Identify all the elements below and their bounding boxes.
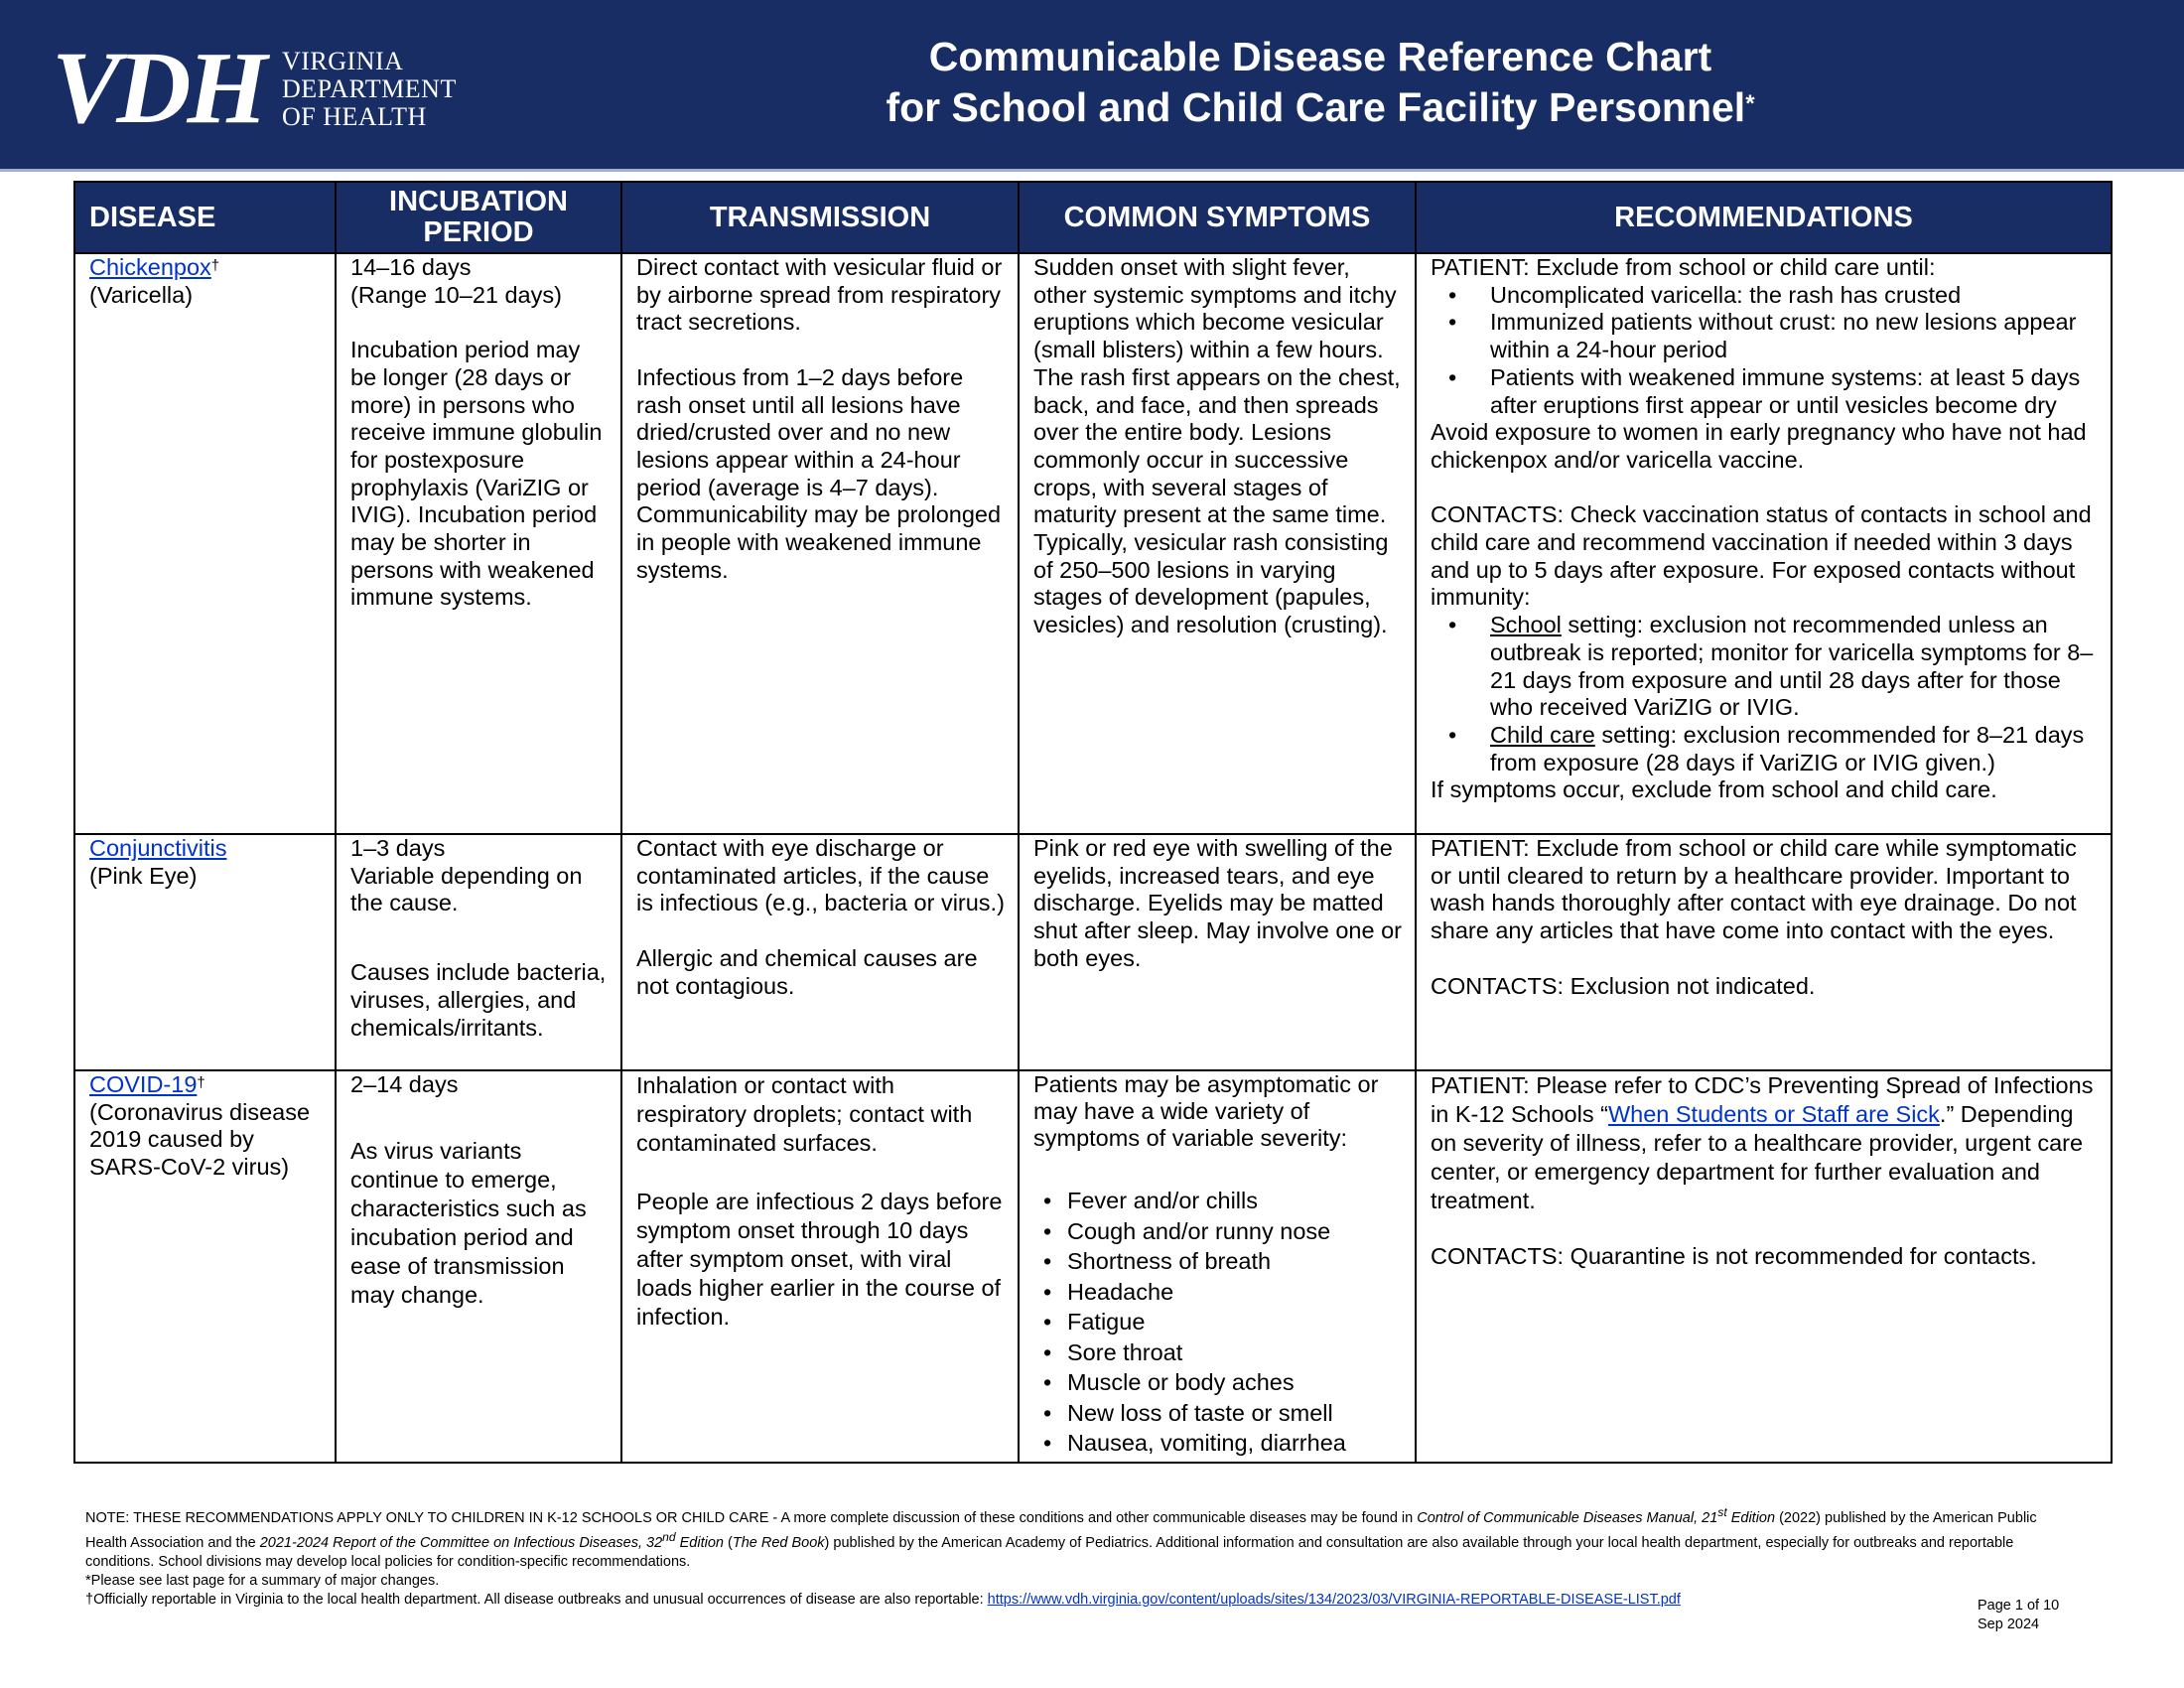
disease-cell	[74, 1070, 336, 1463]
logo-mark: VDH	[52, 31, 264, 145]
transmission-text: Contact with eye discharge or contaminated articles, if the cause is infectious (e.g., bacteria or virus.)	[636, 835, 1005, 916]
disease-cell	[74, 253, 336, 834]
revision-date: Sep 2024	[1978, 1617, 2040, 1632]
note-text: ) published by the American Academy of Pediatrics. Additional information and consultation are also available through your local health department, especially for outbreaks and reportable conditions. School divisions may develop local policies for condition-specific recommendations.	[85, 1534, 2014, 1570]
contacts-recommendation: CONTACTS: Exclusion not indicated.	[1431, 972, 1816, 999]
list-item: • Immunized patients without crust: no new lesions appear within a 24-hour period	[1431, 309, 2099, 363]
list-item: • Fever and/or chills	[1033, 1186, 1403, 1216]
book-title	[1417, 1505, 1776, 1526]
contacts-recommendation: CONTACTS: Quarantine is not recommended for contacts.	[1431, 1243, 2037, 1269]
incubation-value: 1–3 days	[350, 835, 446, 861]
incubation-note: As virus variants continue to emerge, characteristics such as incubation period and ease of transmission may change.	[350, 1137, 587, 1308]
star-note: *Please see last page for a summary of major changes.	[85, 1572, 440, 1589]
cdc-sick-guidance-link[interactable]: When Students or Staff are Sick	[1607, 1101, 1940, 1127]
dagger-note-text: †Officially reportable in Virginia to the local health department. All disease outbreaks and unusual occurrences of disease are also reportable:	[85, 1591, 988, 1608]
symptoms-text: Sudden onset with slight fever, other systemic symptoms and itchy eruptions which become vesicular (small blisters) within a few hours. The rash first appears on the chest, back, and face, and then spreads over the entire body. Lesions commonly occur in successive crops, with several stages of maturity present at the same time. Typically, vesicular rash consisting of 250–500 lesions in varying stages of development (papules, vesicles) and resolution (crusting).	[1033, 254, 1401, 638]
book-edition: Edition	[1726, 1509, 1776, 1526]
header-banner	[0, 0, 2184, 169]
dagger-note	[85, 1591, 2071, 1610]
transmission-text: Direct contact with vesicular fluid or by airborne spread from respiratory tract secretions.	[636, 254, 1003, 336]
incubation-value: 2–14 days	[350, 1071, 459, 1097]
column-header-symptoms: COMMON SYMPTOMS	[1019, 182, 1416, 253]
symptoms-intro: Patients may be asymptomatic or may have a wide variety of symptoms of variable severity:	[1033, 1071, 1379, 1151]
reportable-mark: †	[210, 257, 220, 274]
list-item: • New loss of taste or smell	[1033, 1398, 1403, 1429]
reportable-mark: †	[197, 1074, 205, 1091]
book-title	[259, 1529, 724, 1551]
symptoms-text: Pink or red eye with swelling of the eyelids, increased tears, and eye discharge. Eyelids may be matted shut after sleep. May involve one or both eyes.	[1033, 835, 1402, 971]
header-divider	[0, 169, 2184, 172]
school-label: School	[1490, 612, 1562, 638]
childcare-text: setting: exclusion recommended for 8–21 days from exposure (28 days if VariZIG or IVIG given.)	[1490, 721, 2085, 775]
recommendations-cell	[1416, 834, 2112, 1070]
footer-note	[85, 1503, 2071, 1572]
title-line-2	[635, 82, 2005, 133]
patient-bullets	[1431, 282, 2099, 420]
reportable-disease-list-link[interactable]: https://www.vdh.virginia.gov/content/uploads/sites/134/2023/03/VIRGINIA-REPORTABLE-DISEASE-LIST.pdf	[987, 1591, 1681, 1608]
book-title-text: Control of Communicable Diseases Manual, 21	[1417, 1509, 1718, 1526]
column-header-disease: DISEASE	[74, 182, 336, 253]
incubation-cell	[336, 1070, 621, 1463]
symptoms-cell	[1019, 253, 1416, 834]
transmission-cell	[621, 1070, 1019, 1463]
logo-line: OF HEALTH	[282, 102, 427, 131]
incubation-range: Variable depending on the cause.	[350, 862, 583, 916]
note-text: (	[723, 1534, 733, 1551]
table-row-conjunctivitis	[74, 834, 2112, 1070]
patient-text-a: PATIENT: Please refer to CDC’s Preventing Spread of Infections in K-12 Schools “	[1431, 1072, 2094, 1127]
list-item: • Cough and/or runny nose	[1033, 1216, 1403, 1247]
list-item	[1431, 612, 2099, 722]
book-edition-sup: nd	[662, 1529, 676, 1544]
chickenpox-link[interactable]: Chickenpox	[89, 254, 211, 280]
page-number: Page 1 of 10	[1978, 1598, 2060, 1614]
column-header-transmission: TRANSMISSION	[621, 182, 1019, 253]
transmission-note: Allergic and chemical causes are not contagious.	[636, 944, 978, 999]
logo-line: VIRGINIA	[282, 47, 404, 75]
incubation-cell	[336, 253, 621, 834]
symptoms-cell	[1019, 834, 1416, 1070]
disease-alias: (Pink Eye)	[89, 862, 198, 889]
incubation-note: Incubation period may be longer (28 days or more) in persons who receive immune globulin for postexposure prophylaxis (VariZIG or IVIG). Incubation period may be shorter in persons with weakened immune systems.	[350, 337, 603, 611]
conjunctivitis-link[interactable]: Conjunctivitis	[89, 835, 227, 861]
list-item: • Sore throat	[1033, 1337, 1403, 1368]
book-title: The Red Book	[732, 1534, 825, 1551]
footer-notes	[85, 1503, 2071, 1610]
patient-note: Avoid exposure to women in early pregnancy who have not had chickenpox and/or varicella vaccine.	[1431, 419, 2087, 473]
page-title	[635, 32, 2005, 133]
patient-recommendation: PATIENT: Exclude from school or child care while symptomatic or until cleared to return by a healthcare provider. Important to wash hands thoroughly after contact with eye drainage. Do not share any articles that have come into contact with the eyes.	[1431, 835, 2077, 944]
symptoms-cell	[1019, 1070, 1416, 1463]
note-text: (2022) published by the American Public Health Association and the	[85, 1509, 2037, 1551]
list-item	[1431, 722, 2099, 776]
list-item: • Patients with weakened immune systems: at least 5 days after eruptions first appear or until vesicles become dry	[1431, 364, 2099, 419]
transmission-cell	[621, 834, 1019, 1070]
patient-intro: PATIENT: Exclude from school or child care until:	[1431, 254, 1936, 280]
list-item: • Shortness of breath	[1033, 1246, 1403, 1277]
list-item: • Uncomplicated varicella: the rash has crusted	[1431, 282, 2099, 310]
incubation-range: (Range 10–21 days)	[350, 281, 562, 308]
column-header-incubation: INCUBATION PERIOD	[336, 182, 621, 253]
symptoms-list	[1033, 1186, 1403, 1459]
patient-recommendation	[1431, 1071, 2099, 1215]
disease-cell	[74, 834, 336, 1070]
contacts-bullets	[1431, 612, 2099, 776]
book-edition-sup: st	[1717, 1505, 1727, 1519]
transmission-text: Inhalation or contact with respiratory droplets; contact with contaminated surfaces.	[636, 1072, 973, 1156]
title-line-2-text: for School and Child Care Facility Personnel	[886, 84, 1746, 130]
patient-text-b: .” Depending on severity of illness, refer to a healthcare provider, urgent care center, or emergency department for further evaluation and treatment.	[1431, 1101, 2084, 1213]
childcare-label: Child care	[1490, 721, 1595, 748]
disease-reference-table	[73, 181, 2113, 1464]
covid-19-link[interactable]: COVID-19	[89, 1071, 198, 1097]
transmission-note: People are infectious 2 days before symptom onset through 10 days after symptom onset, with viral loads higher earlier in the course of infection.	[636, 1189, 1003, 1330]
list-item: • Headache	[1033, 1277, 1403, 1308]
recommendations-cell	[1416, 1070, 2112, 1463]
transmission-cell	[621, 253, 1019, 834]
disease-alias: (Coronavirus disease 2019 caused by SARS-CoV-2 virus)	[89, 1098, 311, 1181]
list-item: • Fatigue	[1033, 1307, 1403, 1337]
school-text: setting: exclusion not recommended unless an outbreak is reported; monitor for varicella symptoms for 8–21 days from exposure and until 28 days after for those who received VariZIG or IVIG.	[1490, 612, 2094, 721]
column-header-recommendations: RECOMMENDATIONS	[1416, 182, 2112, 253]
list-item: • Nausea, vomiting, diarrhea	[1033, 1428, 1403, 1459]
disease-alias: (Varicella)	[89, 281, 194, 308]
book-edition: Edition	[675, 1534, 724, 1551]
transmission-note: Infectious from 1–2 days before rash onset until all lesions have dried/crusted over and no new lesions appear within a 24-hour period (average is 4–7 days). Communicability may be prolonged in people with weakened immune systems.	[636, 363, 1002, 583]
table-row-covid-19	[74, 1070, 2112, 1463]
page-info	[1978, 1597, 2059, 1634]
logo-text	[282, 48, 457, 131]
title-asterisk: *	[1745, 90, 1755, 117]
list-item: • Muscle or body aches	[1033, 1367, 1403, 1398]
title-line-1: Communicable Disease Reference Chart	[928, 34, 1712, 79]
table-header-row	[74, 182, 2112, 253]
note-text: NOTE: THESE RECOMMENDATIONS APPLY ONLY TO CHILDREN IN K-12 SCHOOLS OR CHILD CARE - A more complete discussion of these conditions and other communicable diseases may be found in	[85, 1509, 1418, 1526]
contacts-intro: CONTACTS: Check vaccination status of contacts in school and child care and recommend vaccination if needed within 3 days and up to 5 days after exposure. For exposed contacts without immunity:	[1431, 501, 2092, 611]
table-row-chickenpox	[74, 253, 2112, 834]
symptoms-exclusion-note: If symptoms occur, exclude from school and child care.	[1431, 776, 1997, 803]
logo-line: DEPARTMENT	[282, 74, 457, 103]
incubation-cell	[336, 834, 621, 1070]
incubation-note: Causes include bacteria, viruses, allergies, and chemicals/irritants.	[350, 959, 607, 1041]
recommendations-cell	[1416, 253, 2112, 834]
incubation-value: 14–16 days	[350, 254, 472, 280]
book-title-text: 2021-2024 Report of the Committee on Infectious Diseases, 32	[259, 1534, 663, 1551]
